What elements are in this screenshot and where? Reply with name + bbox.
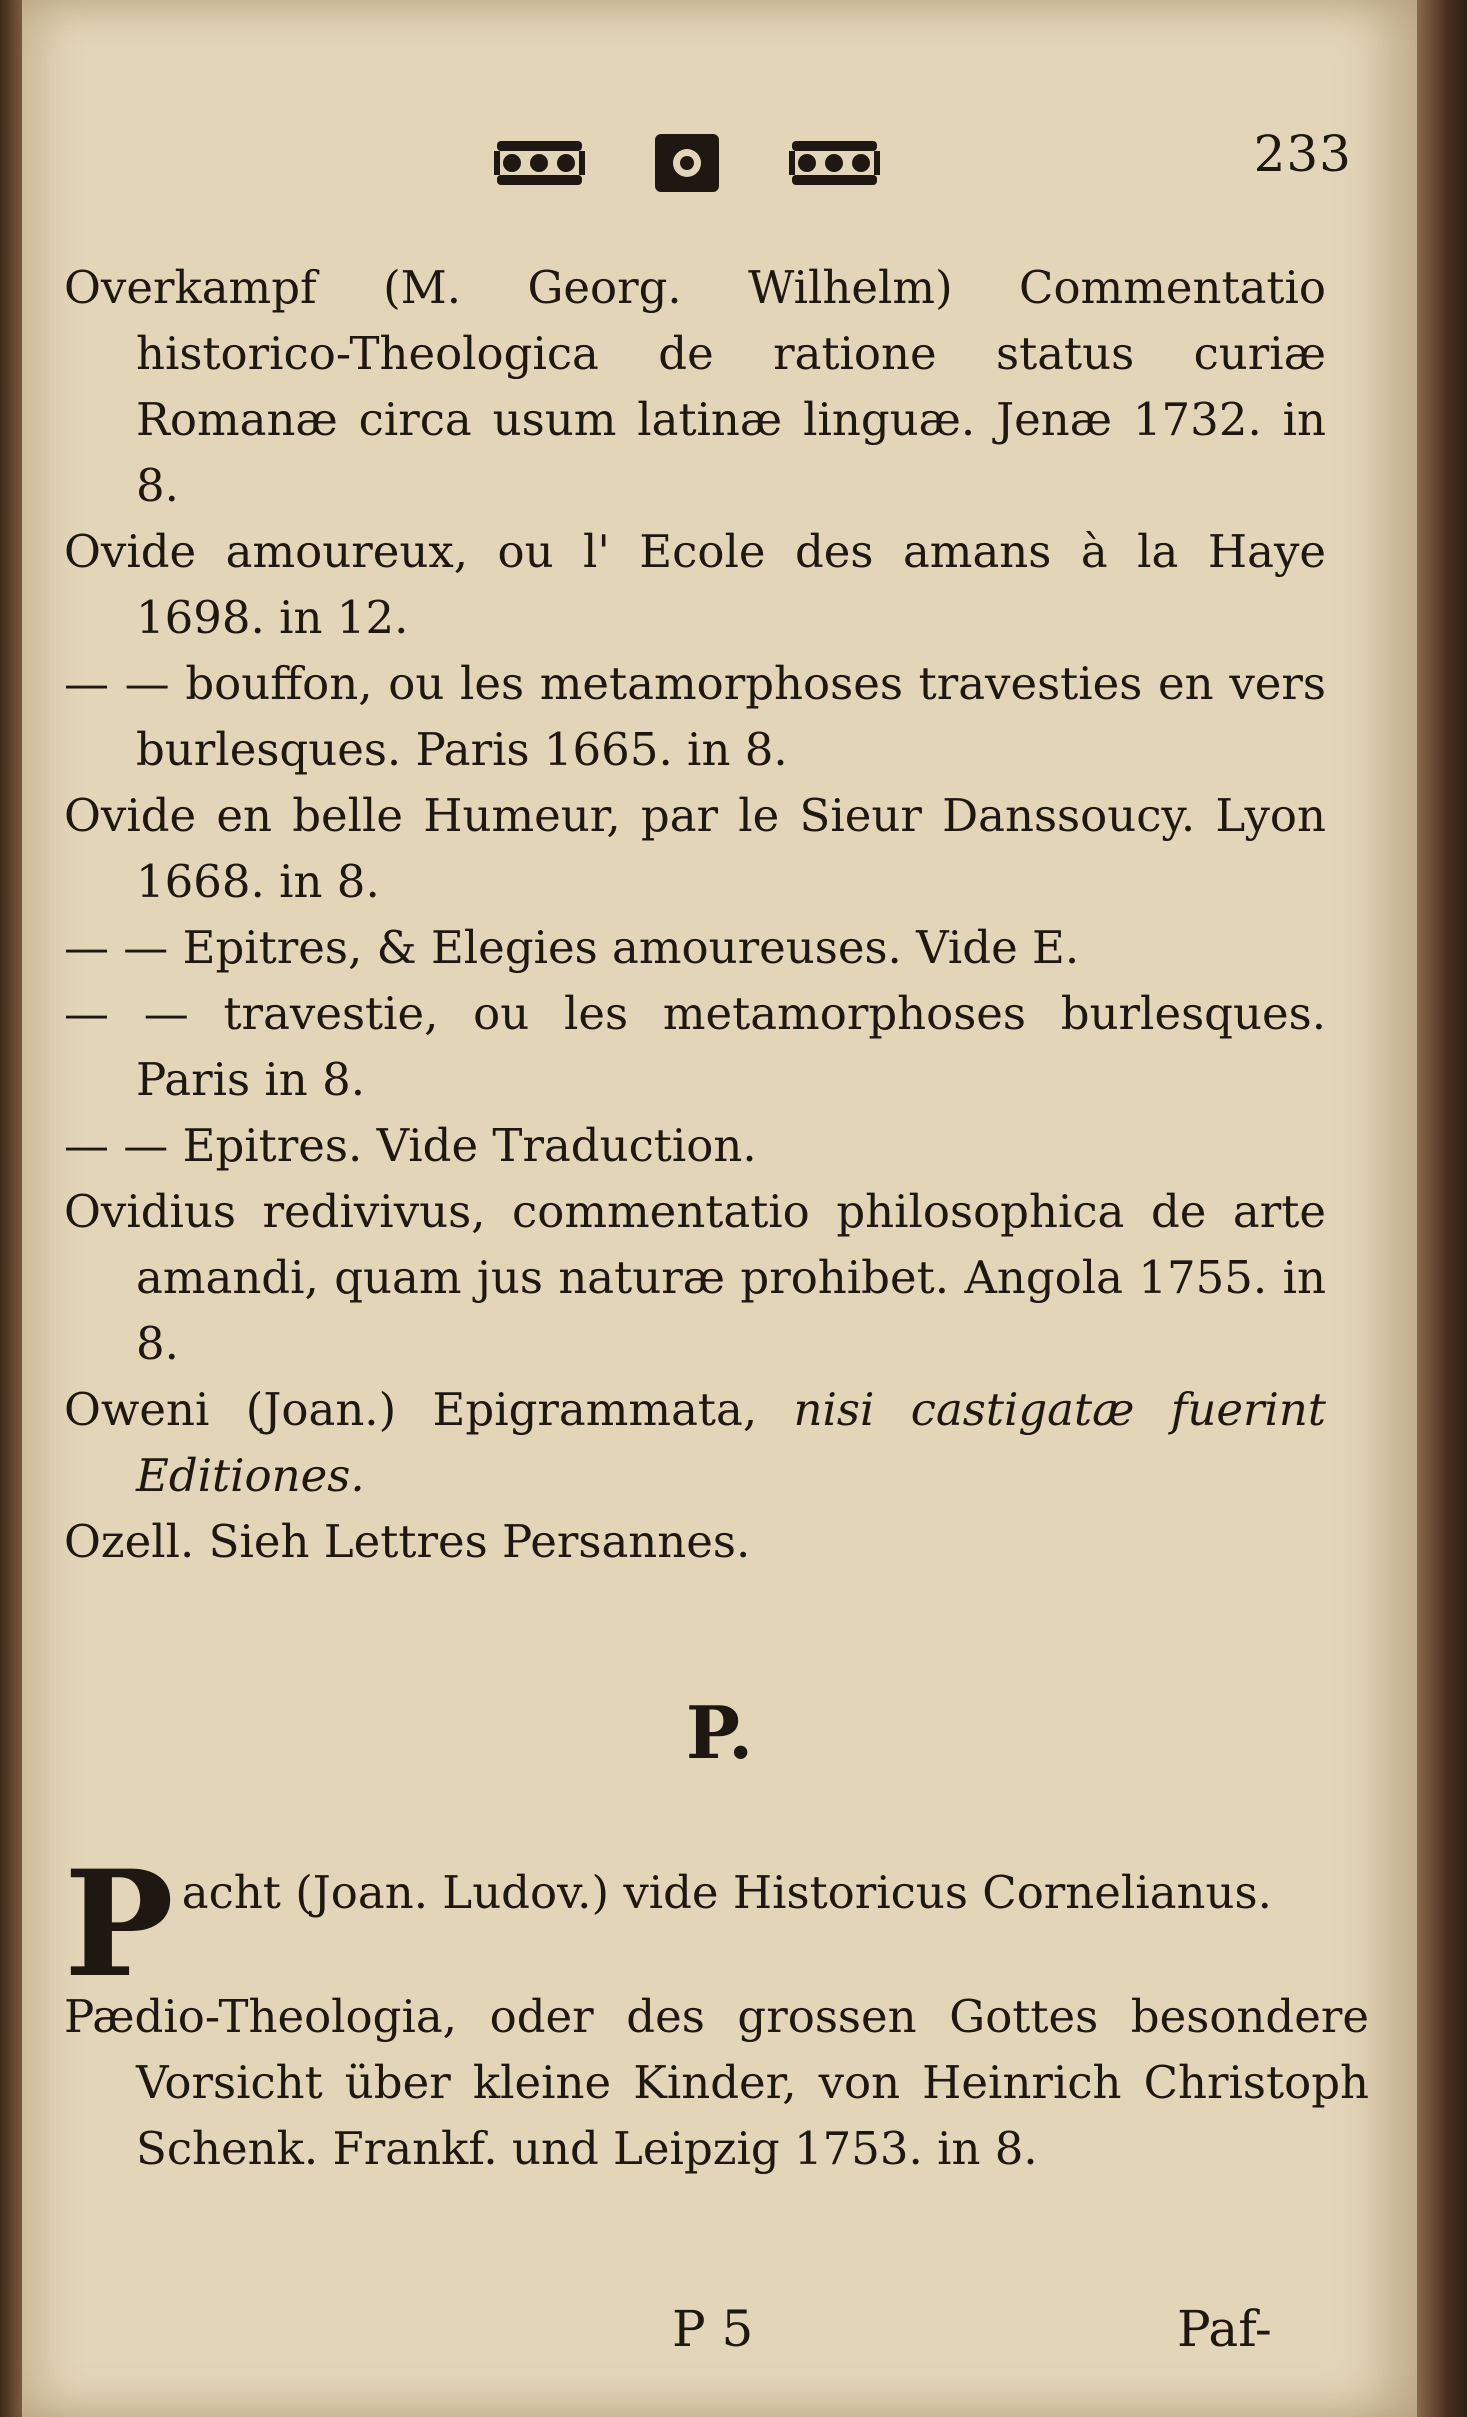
index-entry: Ovidius redivivus, commentatio philosophica de arte amandi, quam jus naturæ prohibet. Angola 1755. in 8. [64,1185,1326,1370]
drop-cap: P [64,1839,174,2010]
index-entries-p [64,1839,1369,2182]
index-entry: — — travestie, ou les metamorphoses burlesques. Paris in 8. [64,987,1326,1106]
index-entry: Ovide amoureux, ou l' Ecole des amans à la Haye 1698. in 12. [64,525,1326,644]
header-ornaments [492,128,882,198]
catchword: Paf- [1177,2300,1272,2358]
book-page [22,0,1417,2417]
page-footer [22,2300,1417,2380]
ornament-right-icon [787,133,882,193]
index-entry: — — bouffon, ou les metamorphoses travesties en vers burlesques. Paris 1665. in 8. [64,657,1326,776]
signature-mark: P 5 [672,2300,754,2358]
pacht-text: acht (Joan. Ludov.) vide Historicus Cornelianus. [181,1866,1272,1919]
page-number: 233 [1253,125,1352,183]
book-spine-right [1417,0,1467,2417]
index-entries-o [64,255,1326,1575]
oweni-italic: nisi castigatæ fuerint Editiones. [136,1383,1326,1502]
index-entry-pacht [64,1839,1369,2010]
oweni-main: Oweni (Joan.) Epigrammata, [64,1383,758,1436]
index-entry: Overkampf (M. Georg. Wilhelm) Commentatio historico-Theologica de ratione status curiæ Romanæ circa usum latinæ linguæ. Jenæ 1732. in 8. [64,261,1326,512]
index-entry: — — Epitres, & Elegies amoureuses. Vide E. [64,921,1080,974]
index-entry-oweni [64,1377,1326,1509]
section-heading-p: P. [685,1690,754,1775]
index-entry: — — Epitres. Vide Traduction. [64,1119,757,1172]
ornament-left-icon [492,133,587,193]
index-entry-paedio: Pædio-Theologia, oder des grossen Gottes besondere Vorsicht über kleine Kinder, von Heinrich Christoph Schenk. Frankf. und Leipzig 1753. in 8. [64,1990,1369,2175]
index-entry: Ovide en belle Humeur, par le Sieur Danssoucy. Lyon 1668. in 8. [64,789,1326,908]
index-entry-ozell: Ozell. Sieh Lettres Persannes. [64,1515,751,1568]
book-spine-left [0,0,22,2417]
ornament-center-icon [652,131,722,195]
